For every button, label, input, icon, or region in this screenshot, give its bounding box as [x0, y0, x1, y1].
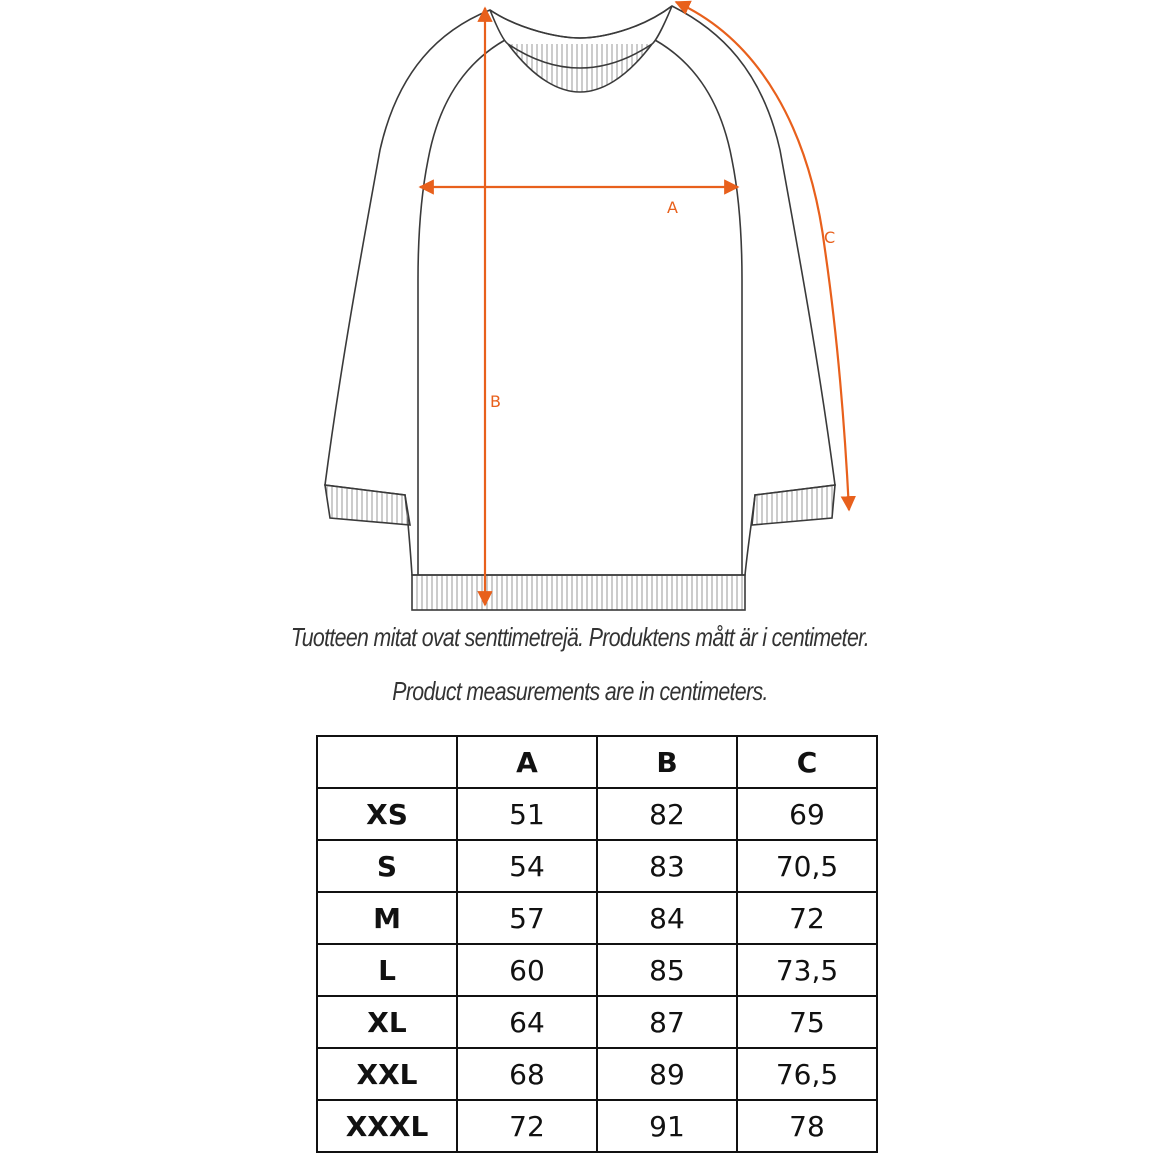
c-cell: 75	[737, 996, 877, 1048]
c-cell: 70,5	[737, 840, 877, 892]
a-cell: 64	[457, 996, 597, 1048]
a-cell: 57	[457, 892, 597, 944]
b-cell: 89	[597, 1048, 737, 1100]
table-row	[317, 1100, 877, 1152]
size-table	[316, 735, 878, 1153]
table-header-row	[317, 736, 877, 788]
c-cell: 69	[737, 788, 877, 840]
size-cell: XL	[317, 996, 457, 1048]
b-cell: 87	[597, 996, 737, 1048]
b-cell: 91	[597, 1100, 737, 1152]
table-row	[317, 892, 877, 944]
caption-finnish-swedish: Tuotteen mitat ovat senttimetrejä. Produktens mått är i centimeter.	[290, 622, 870, 652]
header-c: C	[737, 736, 877, 788]
size-cell: XXXL	[317, 1100, 457, 1152]
header-b: B	[597, 736, 737, 788]
a-cell: 72	[457, 1100, 597, 1152]
table-row	[317, 996, 877, 1048]
label-a: A	[667, 198, 678, 217]
size-cell: S	[317, 840, 457, 892]
size-cell: XXL	[317, 1048, 457, 1100]
size-cell: XS	[317, 788, 457, 840]
table-row	[317, 1048, 877, 1100]
a-cell: 68	[457, 1048, 597, 1100]
a-cell: 51	[457, 788, 597, 840]
a-cell: 60	[457, 944, 597, 996]
c-cell: 76,5	[737, 1048, 877, 1100]
label-c: C	[824, 228, 836, 247]
label-b: B	[490, 392, 501, 411]
b-cell: 85	[597, 944, 737, 996]
a-cell: 54	[457, 840, 597, 892]
size-cell: L	[317, 944, 457, 996]
c-cell: 72	[737, 892, 877, 944]
c-cell: 73,5	[737, 944, 877, 996]
table-row	[317, 840, 877, 892]
b-cell: 83	[597, 840, 737, 892]
table-row	[317, 788, 877, 840]
b-cell: 84	[597, 892, 737, 944]
b-cell: 82	[597, 788, 737, 840]
size-cell: M	[317, 892, 457, 944]
header-a: A	[457, 736, 597, 788]
c-cell: 78	[737, 1100, 877, 1152]
header-size	[317, 736, 457, 788]
sweatshirt-outline-icon	[325, 6, 835, 610]
table-row	[317, 944, 877, 996]
caption-english: Product measurements are in centimeters.	[392, 676, 768, 706]
